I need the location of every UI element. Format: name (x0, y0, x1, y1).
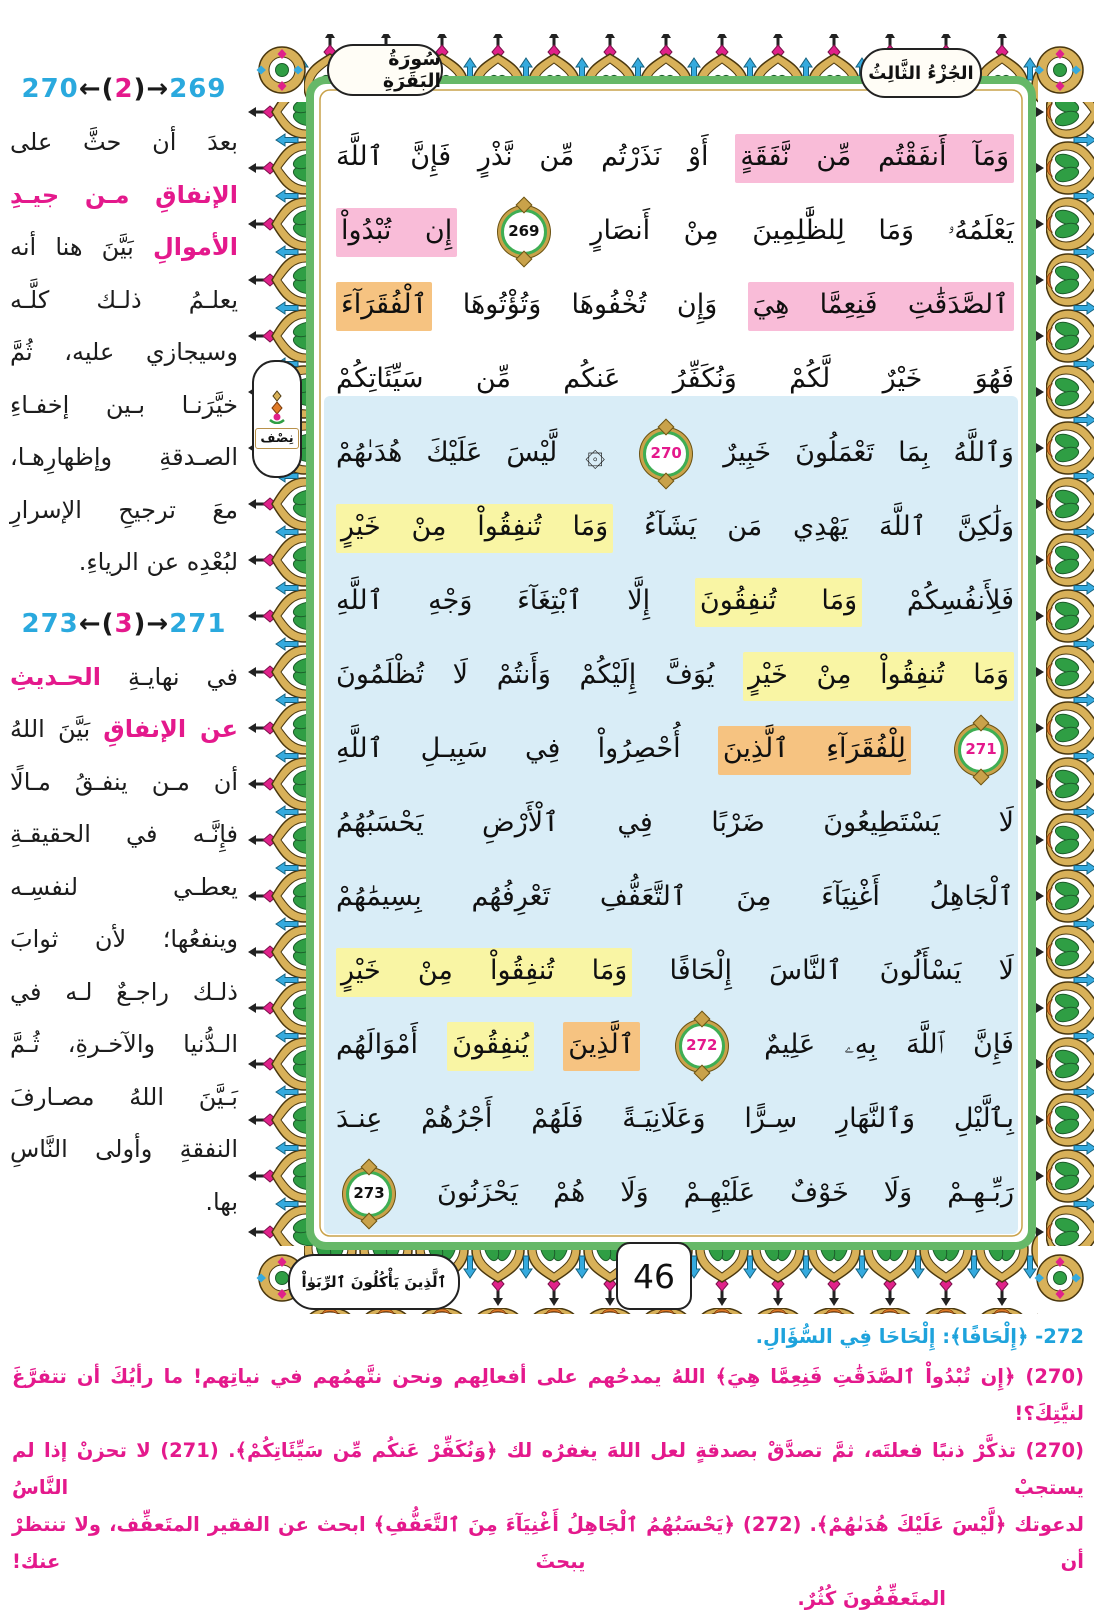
juz-name-cartouche (860, 48, 982, 98)
ayah-segment: لَا يَسْتَطِيعُونَ ضَرْبًا فِي ٱلْأَرْضِ يَحْسَبُهُمُ (336, 807, 1014, 838)
verse-number-badge (679, 1023, 725, 1069)
quran-line (336, 712, 1014, 786)
verse-number: 271 (965, 740, 997, 758)
ayah-segment: أَوْ نَذَرْتُم مِّن نَّذْرٍ فَإِنَّ ٱللَّهَ (336, 141, 709, 172)
verse-number: 270 (650, 444, 682, 462)
ayah-segment: وَمَا تُنفِقُونَ (695, 578, 862, 627)
sidebar-commentary-line (10, 169, 238, 222)
commentary-segment: بَيَّنَ هنا أنه (10, 233, 153, 261)
sidebar-commentary-line (10, 861, 238, 914)
commentary-segment: بها. (205, 1187, 238, 1216)
commentary-segment: الأموالِ (152, 233, 238, 261)
commentary-segment: لبُعْدِه عن الرياءِ. (78, 548, 238, 576)
ayah-segment: يَعْلَمُهُۥ وَمَا لِلظَّٰلِمِينَ مِنْ أَنصَارٍ (590, 215, 1014, 246)
verse-range-indicator (10, 74, 238, 104)
quran-line (336, 194, 1014, 268)
quran-line (336, 1008, 1014, 1082)
ayah-segment: ٱلصَّدَقَٰتِ فَنِعِمَّا هِيَ (748, 282, 1014, 331)
hizb-half-label: نِصْف (255, 428, 298, 449)
footnote-line: المتَعفِّفُونَ كُثُرٌ. (797, 1587, 946, 1610)
quran-text-block (336, 120, 1014, 1230)
hizb-half-marker (252, 360, 302, 478)
sidebar-commentary-line (10, 1176, 238, 1229)
ayah-segment: فَإِنَّ ٱللَّهَ بِهِۦ عَلِيمٌ (764, 1029, 1014, 1060)
quran-line (336, 1082, 1014, 1156)
ayah-segment: وَلَٰكِنَّ ٱللَّهَ يَهْدِي مَن يَشَآءُ (643, 511, 1014, 542)
sidebar-commentary-line (10, 651, 238, 704)
page-number-box (616, 1242, 692, 1310)
ayah-segment: إِن تُبْدُواْ (336, 208, 457, 257)
sidebar-commentary-line (10, 756, 238, 809)
commentary-segment: فإِنَّـه في الحقيقـةِ (10, 820, 238, 848)
hizb-marker-ornament-icon (266, 390, 288, 424)
commentary-segment: خيَّرَنـا بـين إخفـاءِ (10, 390, 238, 419)
range-from: 271 (169, 608, 227, 639)
footnote-line: (270) تذكَّرْ ذنبًا فعلتَه، ثمَّ تصدَّقْ بصدقةٍ لعل اللهَ يغفرُه لك ﴿وَنُكَفِّرْ عَنكُم مِّن سَيِّئَاتِكُمْ﴾. (271) لا تحزنْ إذا لم يستجبْ النَّاسُ (12, 1439, 1084, 1499)
ayah-segment: بِٱلَّيْلِ وَٱلنَّهَارِ سِـرًّا وَعَلَانِيَـةً فَلَهُمْ أَجْرُهُمْ عِنـدَ (336, 1103, 1014, 1134)
ayah-segment: ٱلَّذِينَ (563, 1022, 639, 1071)
verse-number: 273 (353, 1184, 385, 1202)
quran-line (336, 490, 1014, 564)
ayah-segment: وَمَا تُنفِقُواْ مِنْ خَيْرٍ (336, 948, 632, 997)
surah-number: 2 (114, 74, 134, 104)
range-arrow: )→ (133, 608, 170, 639)
ayah-segment: لِلْفُقَرَآءِ ٱلَّذِينَ (718, 726, 911, 775)
sidebar-commentary-line (10, 221, 238, 274)
quran-line (336, 1156, 1014, 1230)
sidebar-commentary-line (10, 703, 238, 756)
quran-line (336, 934, 1014, 1008)
ayah-segment: ٱلْجَاهِلُ أَغْنِيَآءَ مِنَ ٱلتَّعَفُّفِ تَعْرِفُهُم بِسِيمَٰهُمْ (336, 881, 1014, 912)
surah-name-cartouche (327, 44, 443, 96)
ayah-segment: يُوَفَّ إِلَيْكُمْ وَأَنتُمْ لَا تُظْلَمُونَ (336, 659, 715, 690)
sidebar-section-gap (10, 589, 238, 605)
quran-line (336, 860, 1014, 934)
commentary-segment: في نهايـةِ (101, 662, 238, 691)
sidebar-commentary-line (10, 379, 238, 432)
catchword-text: ٱلَّذِينَ يَأْكُلُونَ ٱلرِّبَوٰاْ (301, 1273, 447, 1291)
commentary-segment: بعدَ أن حثَّ على (10, 128, 238, 156)
commentary-segment: يعلـمُ ذلـك كلَّـه (10, 285, 238, 314)
sidebar-commentary-line (10, 326, 238, 379)
sidebar-commentary-line (10, 808, 238, 861)
commentary-segment: أن مـن ينفـقُ مـالًا (10, 767, 238, 796)
range-to: 273 (21, 608, 79, 639)
ayah-segment: ٱلْفُقَرَآءَ (336, 282, 432, 331)
sidebar-commentary-line (10, 484, 238, 537)
catchword-oval (288, 1254, 460, 1310)
ayah-segment: لَّيْسَ عَلَيْكَ هُدَىٰهُمْ (336, 437, 558, 468)
ayah-segment: وَٱللَّهُ بِمَا تَعْمَلُونَ خَبِيرٌ (723, 437, 1014, 468)
quran-line (336, 786, 1014, 860)
commentary-segment: الـدُّنيا والآخـرةِ، ثُـمَّ (10, 1030, 238, 1058)
ayah-segment: أَمْوَالَهُم (336, 1029, 419, 1060)
commentary-segment: عن الإنفاقِ (103, 715, 238, 743)
surah-name-label: سُورَةُ البَقَرَةِ (382, 48, 441, 92)
commentary-segment: الحـديثِ (10, 662, 102, 691)
ayah-segment: يُنفِقُونَ (447, 1022, 534, 1071)
ayah-segment: فَلِأَنفُسِكُمْ (906, 585, 1014, 616)
sidebar-commentary-line (10, 536, 238, 589)
verse-number-badge (958, 727, 1004, 773)
range-arrow: )→ (133, 74, 170, 104)
commentary-segment: وينفعُها؛ لأن ثوابَ (10, 925, 238, 953)
commentary-segment: بَيَّنَ اللهُ (10, 715, 104, 743)
range-arrow: ←( (78, 74, 115, 104)
ayah-segment: إِلَّا ٱبْتِغَآءَ وَجْهِ ٱللَّهِ (336, 585, 651, 616)
verse-number-badge (643, 431, 689, 477)
sidebar-commentary-line (10, 274, 238, 327)
page-number: 46 (633, 1256, 675, 1296)
ayah-segment: لَا يَسْأَلُونَ ٱلنَّاسَ إِلْحَافًا (669, 955, 1015, 986)
sidebar-commentary-line (10, 431, 238, 484)
sidebar-commentary-line (10, 1018, 238, 1071)
verse-number: 272 (686, 1036, 718, 1054)
ayah-segment: وَمَا تُنفِقُواْ مِنْ خَيْرٍ (743, 652, 1014, 701)
ayah-segment: وَمَآ أَنفَقْتُم مِّن نَّفَقَةٍ (735, 134, 1014, 183)
sidebar-commentary-line (10, 1071, 238, 1124)
verse-number-badge (501, 209, 547, 255)
quran-line (336, 564, 1014, 638)
quran-line (336, 120, 1014, 194)
sidebar-commentary-line (10, 1123, 238, 1176)
quran-line (336, 268, 1014, 342)
quran-line (336, 638, 1014, 712)
verse-range-indicator (10, 609, 238, 639)
surah-number: 3 (114, 608, 134, 639)
range-to: 270 (21, 74, 79, 104)
ayah-segment: وَإِن تُخْفُوهَا وَتُؤْتُوهَا (462, 289, 718, 320)
sidebar-commentary-line (10, 966, 238, 1019)
footnote-line: (270) ﴿إِن تُبْدُواْ ٱلصَّدَقَٰتِ فَنِعِمَّا هِيَ﴾ اللهُ يمدحُهم على أفعالِهم ونحن نتَّهمُهم في نياتِهم! ما رأيُكَ أن تتفرَّغَ لنيَّتِكَ؟! (12, 1365, 1084, 1425)
commentary-segment: يعطـي لنفسِـه (10, 872, 238, 901)
commentary-segment: النفقةِ وأولى النَّاسِ (10, 1135, 238, 1163)
sidebar-commentary-line (10, 116, 238, 169)
commentary-segment: ذلـك راجـعٌ لـه في (10, 977, 238, 1006)
ayah-segment: وَمَا تُنفِقُواْ مِنْ خَيْرٍ (336, 504, 613, 553)
commentary-segment: الإنفاقِ مـن جيـدِ (10, 180, 238, 209)
footnote-line: لدعوتك ﴿لَّيْسَ عَلَيْكَ هُدَىٰهُمْ﴾. (272) ﴿يَحْسَبُهُمُ ٱلْجَاهِلُ أَغْنِيَآءَ مِنَ ٱلتَّعَفُّفِ﴾ ابحث عن الفقير المتَعفِّف، ولا تنتظرْ أن يبحثَ عنك! (12, 1513, 1084, 1573)
commentary-segment: الصـدقةِ وإظهارِهـا، (10, 443, 238, 471)
ayah-segment: رَبِّـهِـمْ وَلَا خَوْفٌ عَلَيْهِـمْ وَلَا هُمْ يَحْزَنُونَ (436, 1177, 1014, 1208)
commentary-segment: وسيجازي عليه، ثُمَّ (10, 338, 238, 366)
footnote-line: 272- ﴿إِلْحَافًا﴾: إِلْحَاحَا فِي السُّؤَالِ. (755, 1325, 1084, 1348)
range-arrow: ←( (78, 608, 115, 639)
ayah-segment: أُحْصِرُواْ فِي سَبِيـلِ ٱللَّهِ (336, 733, 681, 764)
tafsir-sidebar (10, 70, 238, 1228)
footnotes (12, 1318, 1084, 1617)
quran-line (336, 416, 1014, 490)
range-from: 269 (169, 74, 227, 104)
juz-name-label: الجُزْءُ الثَّالِثُ (868, 62, 974, 84)
sidebar-commentary-line (10, 913, 238, 966)
verse-number: 269 (508, 222, 540, 240)
rub-el-hizb-icon: ۞ (585, 433, 606, 474)
quran-line (336, 342, 1014, 416)
commentary-segment: بَـيَّنَ اللهُ مصـارفَ (10, 1082, 238, 1111)
ayah-segment: فَهُوَ خَيْرٌ لَّكُمْ وَنُكَفِّرُ عَنكُم مِّن سَيِّئَاتِكُمْ (336, 363, 1014, 394)
verse-number-badge (346, 1171, 392, 1217)
commentary-segment: معَ ترجيحِ الإسرارِ (10, 495, 238, 524)
